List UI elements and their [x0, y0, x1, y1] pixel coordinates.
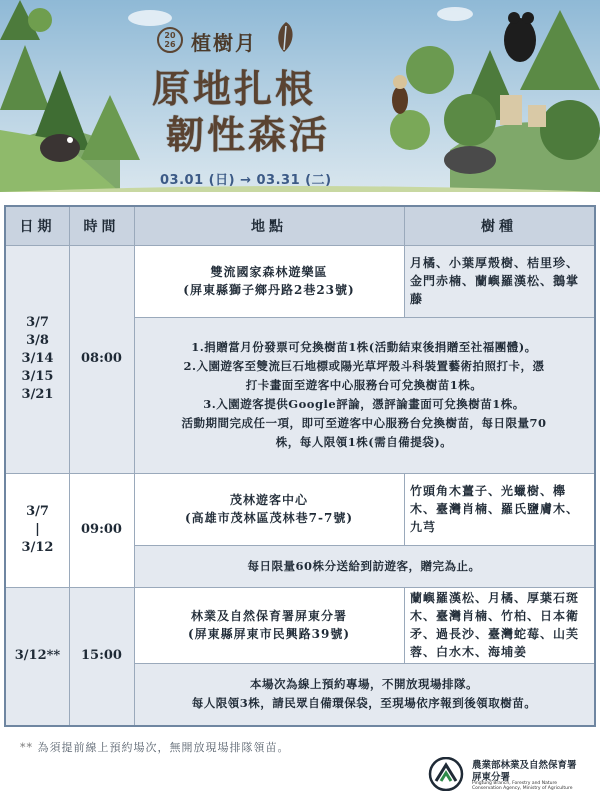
date-item: 3/14	[21, 351, 54, 366]
column-divider	[404, 245, 405, 317]
date-start: 03.01	[160, 173, 204, 188]
session-time: 09:00	[81, 522, 122, 537]
row-divider	[6, 245, 594, 246]
hero-banner	[0, 0, 600, 192]
date-range	[160, 169, 332, 188]
date-item: 3/21	[21, 387, 54, 402]
session-time: 08:00	[81, 351, 122, 366]
date-item: 3/12	[21, 540, 54, 555]
note-line: 3.入園遊客提供Google評論，憑評論畫面可兌換樹苗1株。	[203, 397, 525, 411]
leaf-icon	[276, 20, 296, 54]
header-time: 時間	[83, 219, 120, 235]
note-line: 每人限領3株，請民眾自備環保袋，至現場依序報到後領取樹苗。	[191, 696, 537, 710]
place-address: (屏東縣屏東市民興路39號)	[187, 627, 351, 641]
session-notes	[134, 545, 594, 587]
place-name: 林業及自然保育署屏東分署	[190, 609, 347, 623]
row-divider	[6, 587, 594, 588]
place-address: (高雄市茂林區茂林巷7-7號)	[184, 511, 354, 525]
session-dates	[6, 245, 69, 473]
date-end: 03.31	[256, 173, 301, 188]
note-line: 本場次為線上預約專場，不開放現場排隊。	[250, 677, 478, 691]
session-species: 蘭嶼羅漢松、月橘、厚葉石斑木、臺灣肖楠、竹柏、日本衛矛、過長沙、臺灣蛇莓、山芙蓉、白水木、海埔姜	[404, 587, 594, 663]
column-divider	[404, 207, 405, 245]
date-item: 3/7	[26, 504, 49, 519]
note-line: 每日限量60株分送給到訪遊客，贈完為止。	[247, 558, 481, 573]
row-divider	[134, 663, 594, 664]
session-dates	[6, 587, 69, 725]
date-item: 3/15	[21, 369, 54, 384]
column-divider	[404, 587, 405, 663]
date-end-day: (二)	[305, 173, 332, 188]
column-divider	[69, 207, 70, 725]
table-row	[6, 473, 594, 587]
headline-line1: 原地扎根	[152, 66, 317, 111]
note-line: 2.入園遊客至雙流巨石地標或陽光草坪殼斗科裝置藝術拍照打卡，憑	[183, 359, 545, 373]
event-name: 植樹月	[191, 31, 257, 55]
session-time: 15:00	[81, 648, 122, 663]
footnote-text: 為須提前線上預約場次，無開放現場排隊領苗。	[37, 741, 290, 754]
row-divider	[6, 473, 594, 474]
row-divider	[134, 545, 594, 546]
note-line: 活動期間完成任一項，即可至遊客中心服務台兌換樹苗，每日限量70	[181, 416, 547, 430]
agency-english-name: Pingtung Branch, Forestry and Nature Conservation Agency, Ministry of Agriculture	[472, 781, 573, 791]
session-species: 竹頭角木薑子、光蠟樹、櫸木、臺灣肖楠、羅氏鹽膚木、九芎	[410, 484, 580, 534]
session-place	[134, 245, 404, 317]
year-badge: 20 26	[157, 27, 183, 53]
header-place: 地點	[251, 219, 287, 235]
session-notes	[134, 663, 594, 725]
schedule-table	[4, 205, 596, 727]
headline-line2: 韌性森活	[166, 112, 331, 157]
session-place	[134, 587, 404, 663]
header-date: 日期	[19, 219, 56, 235]
footnote-mark: **	[20, 741, 33, 754]
date-item: 3/12**	[14, 648, 61, 663]
place-name: 雙流國家森林遊樂區	[210, 265, 328, 279]
agency-branch: 屏東分署	[472, 772, 511, 783]
session-dates	[6, 473, 69, 587]
place-address: (屏東縣獅子鄉丹路2巷23號)	[183, 283, 355, 297]
note-line: 打卡畫面至遊客中心服務台可兌換樹苗1株。	[245, 378, 483, 392]
session-notes	[134, 317, 594, 473]
column-divider	[134, 207, 135, 725]
header-species: 樹種	[481, 219, 517, 235]
agency-name: 農業部林業及自然保育署	[472, 760, 577, 771]
table-row	[6, 587, 594, 725]
date-item: 3/8	[26, 333, 49, 348]
footnote	[20, 739, 290, 755]
date-start-day: (日)	[208, 173, 236, 188]
date-separator: |	[35, 522, 40, 537]
place-name: 茂林遊客中心	[229, 493, 308, 507]
date-item: 3/7	[26, 315, 49, 330]
session-place	[134, 473, 404, 545]
table-header-row	[6, 207, 594, 245]
column-divider	[404, 473, 405, 545]
table-row	[6, 245, 594, 473]
arrow-icon: →	[240, 173, 252, 188]
session-species: 月橘、小葉厚殼樹、桔里珍、金門赤楠、蘭嶼羅漢松、鵝掌藤	[410, 256, 580, 306]
agency-logo-icon	[428, 757, 464, 791]
note-line: 株，每人限領1株(需自備提袋)。	[275, 435, 453, 449]
row-divider	[134, 317, 594, 318]
note-line: 1.捐贈當月份發票可兌換樹苗1株(活動結束後捐贈至社福團體)。	[191, 340, 537, 354]
